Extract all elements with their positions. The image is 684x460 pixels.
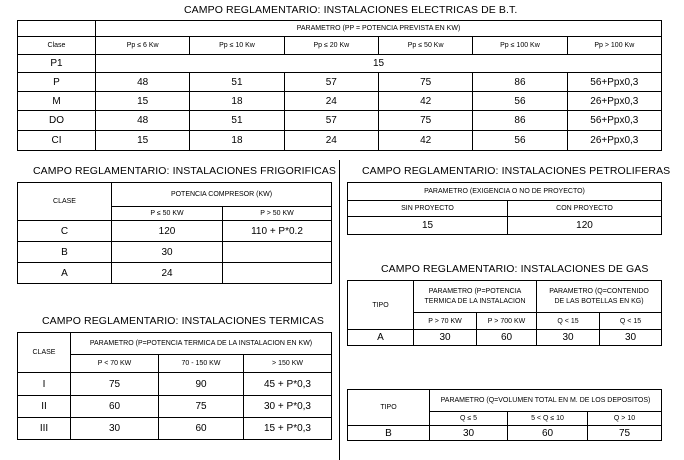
table-row xyxy=(18,396,332,418)
term-col-header: 70 - 150 KW xyxy=(159,355,244,373)
bt-cell: 26+Ppx0,3 xyxy=(567,92,661,111)
dep-table xyxy=(347,389,662,441)
table-row xyxy=(18,242,332,263)
bt-cell: 51 xyxy=(190,111,284,131)
bt-row-label: P xyxy=(18,73,96,92)
bt-cell: 75 xyxy=(378,73,472,92)
gas-param1-line: PARAMETRO (P=POTENCIA xyxy=(428,288,522,295)
term-cell: 30 + P*0,3 xyxy=(244,396,332,418)
dep-param-header: PARAMETRO (Q=VOLUMEN TOTAL EN M. DE LOS DEPOSITOS) xyxy=(430,390,662,412)
bt-cell: 18 xyxy=(190,131,284,151)
bt-cell: 15 xyxy=(96,92,190,111)
section-divider xyxy=(339,160,340,460)
bt-col-header: Pp ≤ 6 Kw xyxy=(96,37,190,55)
table-row xyxy=(18,73,662,92)
table-row xyxy=(348,426,662,441)
table-row xyxy=(18,111,662,131)
petro-cell: 120 xyxy=(508,217,662,235)
gas-param2-line: DE LAS BOTELLAS EN KG) xyxy=(554,298,644,305)
bt-cell: 48 xyxy=(96,111,190,131)
term-row-label: III xyxy=(18,418,71,440)
frig-row-label: C xyxy=(18,221,112,242)
bt-cell: 56 xyxy=(473,92,567,111)
gas-col-header: P > 700 KW xyxy=(477,313,537,330)
term-cell: 30 xyxy=(71,418,159,440)
bt-cell: 15 xyxy=(96,131,190,151)
bt-cell: 56 xyxy=(473,131,567,151)
term-cell: 90 xyxy=(159,373,244,396)
term-cell: 45 + P*0,3 xyxy=(244,373,332,396)
bt-cell: 42 xyxy=(378,131,472,151)
frig-cell xyxy=(223,263,332,284)
petro-table xyxy=(347,182,662,235)
term-cell: 60 xyxy=(71,396,159,418)
table-row xyxy=(18,263,332,284)
gas-col-header: Q < 15 xyxy=(537,313,600,330)
bt-cell: 15 xyxy=(96,55,662,73)
bt-cell: 57 xyxy=(284,73,378,92)
term-col-header: P < 70 KW xyxy=(71,355,159,373)
term-cell: 75 xyxy=(159,396,244,418)
term-cell: 15 + P*0,3 xyxy=(244,418,332,440)
bt-cell: 18 xyxy=(190,92,284,111)
dep-col-header: 5 < Q ≤ 10 xyxy=(508,412,588,426)
frig-row-label: B xyxy=(18,242,112,263)
term-title: CAMPO REGLAMENTARIO: INSTALACIONES TERMICAS xyxy=(42,315,325,327)
bt-cell: 51 xyxy=(190,73,284,92)
dep-cell: 60 xyxy=(508,426,588,441)
bt-col-header: Pp > 100 Kw xyxy=(567,37,661,55)
frig-row-label: A xyxy=(18,263,112,284)
bt-cell: 86 xyxy=(473,111,567,131)
dep-tipo-header: TIPO xyxy=(348,390,430,426)
bt-row-label: P1 xyxy=(18,55,96,73)
gas-row-label: A xyxy=(348,330,414,346)
bt-col-header: Pp ≤ 20 Kw xyxy=(284,37,378,55)
petro-param-header: PARAMETRO (EXIGENCIA O NO DE PROYECTO) xyxy=(348,183,662,201)
bt-param-header: PARAMETRO (PP = POTENCIA PREVISTA EN KW) xyxy=(96,21,662,37)
frig-param-header: POTENCIA COMPRESOR (KW) xyxy=(112,183,332,207)
term-row-label: II xyxy=(18,396,71,418)
dep-col-header: Q ≤ 5 xyxy=(430,412,508,426)
gas-cell: 30 xyxy=(537,330,600,346)
table-row xyxy=(18,418,332,440)
gas-col-header: P > 70 KW xyxy=(414,313,477,330)
frig-cell: 24 xyxy=(112,263,223,284)
table-row xyxy=(348,217,662,235)
term-col-header: > 150 KW xyxy=(244,355,332,373)
frig-clase-header: CLASE xyxy=(18,183,112,221)
frig-cell xyxy=(223,242,332,263)
bt-cell: 57 xyxy=(284,111,378,131)
bt-cell: 48 xyxy=(96,73,190,92)
petro-title: CAMPO REGLAMENTARIO: INSTALACIONES PETROLIFERAS xyxy=(362,165,671,177)
bt-title: CAMPO REGLAMENTARIO: INSTALACIONES ELECTRICAS DE B.T. xyxy=(184,4,518,16)
frig-col-header: P ≤ 50 KW xyxy=(112,207,223,221)
bt-row-label: M xyxy=(18,92,96,111)
bt-col-header: Pp ≤ 50 Kw xyxy=(378,37,472,55)
table-row xyxy=(348,330,662,346)
petro-col-header: CON PROYECTO xyxy=(508,201,662,217)
term-table xyxy=(17,332,332,440)
gas-cell: 30 xyxy=(600,330,662,346)
term-cell: 60 xyxy=(159,418,244,440)
frig-cell: 30 xyxy=(112,242,223,263)
frig-table xyxy=(17,182,332,284)
gas-col-header: Q < 15 xyxy=(600,313,662,330)
bt-cell: 42 xyxy=(378,92,472,111)
term-row-label: I xyxy=(18,373,71,396)
bt-cell: 56+Ppx0,3 xyxy=(567,111,661,131)
dep-cell: 30 xyxy=(430,426,508,441)
table-row xyxy=(18,373,332,396)
gas-tipo-header: TIPO xyxy=(348,281,414,330)
dep-col-header: Q > 10 xyxy=(588,412,662,426)
term-cell: 75 xyxy=(71,373,159,396)
bt-cell: 24 xyxy=(284,131,378,151)
gas-param2-line: PARAMETRO (Q=CONTENIDO xyxy=(549,288,649,295)
petro-col-header: SIN PROYECTO xyxy=(348,201,508,217)
table-row xyxy=(18,131,662,151)
gas-title: CAMPO REGLAMENTARIO: INSTALACIONES DE GAS xyxy=(381,263,649,275)
table-row xyxy=(18,55,662,73)
dep-cell: 75 xyxy=(588,426,662,441)
gas-param1-line: TERMICA DE LA INSTALACION xyxy=(424,298,526,305)
table-row xyxy=(18,221,332,242)
bt-table xyxy=(17,20,662,151)
frig-col-header: P > 50 KW xyxy=(223,207,332,221)
bt-col-header: Pp ≤ 10 Kw xyxy=(190,37,284,55)
gas-cell: 30 xyxy=(414,330,477,346)
gas-table xyxy=(347,280,662,346)
bt-col-header: Pp ≤ 100 Kw xyxy=(473,37,567,55)
dep-row-label: B xyxy=(348,426,430,441)
bt-row-label: CI xyxy=(18,131,96,151)
bt-cell: 75 xyxy=(378,111,472,131)
frig-cell: 110 + P*0.2 xyxy=(223,221,332,242)
frig-title: CAMPO REGLAMENTARIO: INSTALACIONES FRIGORIFICAS xyxy=(33,165,337,177)
gas-cell: 60 xyxy=(477,330,537,346)
term-param-header: PARAMETRO (P=POTENCIA TERMICA DE LA INSTALACION EN KW) xyxy=(71,333,332,355)
bt-row-label: DO xyxy=(18,111,96,131)
bt-cell: 26+Ppx0,3 xyxy=(567,131,661,151)
term-clase-header: CLASE xyxy=(18,333,71,373)
bt-cell: 86 xyxy=(473,73,567,92)
bt-cell: 56+Ppx0,3 xyxy=(567,73,661,92)
frig-cell: 120 xyxy=(112,221,223,242)
petro-cell: 15 xyxy=(348,217,508,235)
table-row xyxy=(18,92,662,111)
gas-param1-header xyxy=(414,281,537,313)
bt-clase-header: Clase xyxy=(18,37,96,55)
bt-cell: 24 xyxy=(284,92,378,111)
gas-param2-header xyxy=(537,281,662,313)
